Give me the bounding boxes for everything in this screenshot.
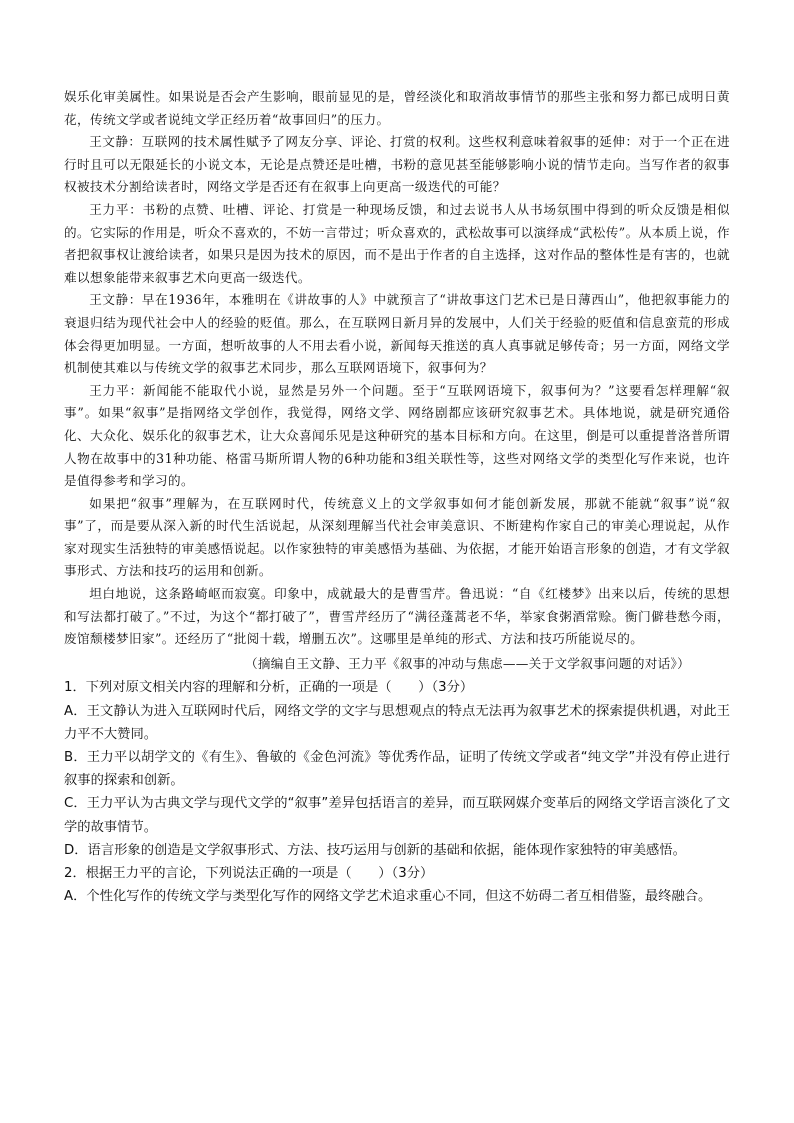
reading-passage [64, 86, 730, 651]
question-1 [64, 676, 730, 862]
question-stem: 2．根据王力平的言论，下列说法正确的一项是（ ）（3分） [64, 866, 434, 882]
question-2 [64, 862, 730, 908]
answer-option: B．王力平以胡学文的《有生》、鲁敏的《金色河流》等优秀作品，证明了传统文学或者“纯文学”并没有停止进行叙事的探索和创新。 [64, 750, 730, 789]
passage-paragraph: 王文静：早在1936年，本雅明在《讲故事的人》中就预言了“讲故事这门艺术已是日薄西山”，他把叙事能力的衰退归结为现代社会中人的经验的贬值。那么，在互联网日新月异的发展中，人们关于经验的贬值和信息蛮荒的形成体会得更加明显。一方面，想听故事的人不用去看小说，新闻每天推送的真人真事就足够传奇；另一方面，网络文学机制使其难以与传统文学的叙事艺术同步，那么互联网语境下，叙事何为？ [64, 292, 730, 376]
passage-paragraph: 如果把“叙事”理解为，在互联网时代，传统意义上的文学叙事如何才能创新发展，那就不能就“叙事”说“叙事”了，而是要从深入新的时代生活说起，从深刻理解当代社会审美意识、不断建构作家自己的审美心理说起，从作家对现实生活独特的审美感悟说起。以作家独特的审美感悟为基础、为依据，才能开始语言形象的创造，才有文学叙事形式、方法和技巧的运用和创新。 [64, 495, 730, 579]
answer-option: A．王文静认为进入互联网时代后，网络文学的文字与思想观点的特点无法再为叙事艺术的探索提供机遇，对此王力平不大赞同。 [64, 703, 730, 742]
answer-option: C．王力平认为古典文学与现代文学的“叙事”差异包括语言的差异，而互联网媒介变革后的网络文学语言淡化了文学的故事情节。 [64, 796, 730, 835]
question-stem: 1．下列对原文相关内容的理解和分析，正确的一项是（ ）（3分） [64, 680, 474, 696]
passage-paragraph: 王力平：新闻能不能取代小说，显然是另外一个问题。至于“互联网语境下，叙事何为？”这要看怎样理解“叙事”。如果“叙事”是指网络文学创作，我觉得，网络文学、网络剧都应该研究叙事艺术。具体地说，就是研究通俗化、大众化、娱乐化的叙事艺术，让大众喜闻乐见是这种研究的基本目标和方向。在这里，倒是可以重提普洛普所谓人物在故事中的31种功能、格雷马斯所谓人物的6种功能和3组关联性等，这些对网络文学的类型化写作来说，也许是值得参考和学习的。 [64, 382, 730, 489]
passage-paragraph: 娱乐化审美属性。如果说是否会产生影响，眼前显见的是，曾经淡化和取消故事情节的那些主张和努力都已成明日黄花，传统文学或者说纯文学正经历着“故事回归”的压力。 [64, 89, 730, 127]
question-list [64, 676, 730, 908]
passage-paragraph: 坦白地说，这条路崎岖而寂寞。印象中，成就最大的是曹雪芹。鲁迅说：“自《红楼梦》出来以后，传统的思想和写法都打破了。”不过，为这个“都打破了”，曹雪芹经历了“满径蓬蒿老不华，举家食粥酒常赊。衡门僻巷愁今雨，废馆颓楼梦旧家”。还经历了“批阅十载，增删五次”。这哪里是单纯的形式、方法和技巧所能说尽的。 [64, 586, 730, 647]
answer-option: D．语言形象的创造是文学叙事形式、方法、技巧运用与创新的基础和依据，能体现作家独特的审美感悟。 [64, 842, 686, 858]
passage-paragraph: 王文静：互联网的技术属性赋予了网友分享、评论、打赏的权利。这些权利意味着叙事的延伸：对于一个正在进行时且可以无限延长的小说文本，无论是点赞还是吐槽，书粉的意见甚至能够影响小说的情节走向。当写作者的叙事权被技术分割给读者时，网络文学是否还有在叙事上向更高一级迭代的可能？ [64, 134, 730, 195]
source-citation: （摘编自王文静、王力平《叙事的冲动与焦虑——关于文学叙事问题的对话》） [245, 655, 690, 671]
passage-paragraph: 王力平：书粉的点赞、吐槽、评论、打赏是一种现场反馈，和过去说书人从书场氛围中得到的听众反馈是相似的。它实际的作用是，听众不喜欢的，不妨一言带过；听众喜欢的，武松故事可以演绎成“武松传”。从本质上说，作者把叙事权让渡给读者，如果只是因为技术的原因，而不是出于作者的自主选择，这对作品的整体性是有害的，也就难以想象能带来叙事艺术向更高一级迭代。 [64, 201, 730, 285]
answer-option: A．个性化写作的传统文学与类型化写作的网络文学艺术追求重心不同，但这不妨碍二者互相借鉴，最终融合。 [64, 889, 712, 905]
